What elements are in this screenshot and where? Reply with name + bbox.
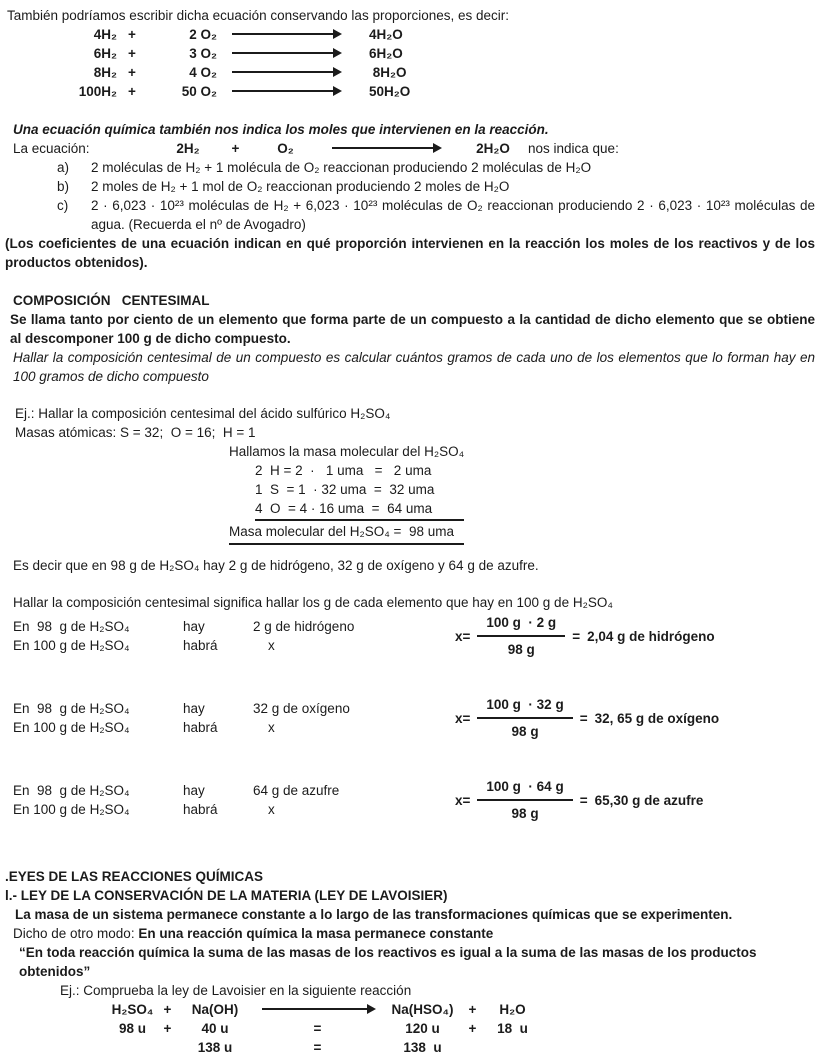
equation-product: 6H₂O [369,46,403,61]
proportion-group-azufre [13,777,815,823]
composicion-definition-bold: Se llama tanto por ciento de un elemento que forma parte de un compuesto a la cantidad de dicho elemento que se obtiene al descomponer 100 g de dicho compuesto. [10,312,815,346]
reaction-arrow-icon [232,33,340,35]
list-text: 2 · 6,023 · 10²³ moléculas de H₂ + 6,023 · 10²³ moléculas de O₂ reaccionan produciendo 2 · 6,023 · 10²³ moléculas de agua. (Recuerda el nº de Avogadro) [91,198,815,232]
list-marker: c) [57,198,69,213]
proportion-rows [13,617,455,655]
arrow-cell [217,63,355,82]
composicion-definition-italic: Hallar la composición centesimal de un compuesto es calcular cuántos gramos de cada uno de los elementos que lo forman hay en 100 gramos de dicho compuesto [13,350,815,384]
proportion-cell: habrá [183,802,218,817]
equation-reactant: Na(OH) [191,1002,239,1017]
proportion-cell: x [268,802,275,817]
intro-line: También podríamos escribir dicha ecuación conservando las proporciones, es decir: [7,8,510,23]
equation-reactant: 8H₂ [93,65,117,80]
empty-cell [110,1038,155,1057]
moles-equation-row [13,139,815,158]
proportion-cell: En 98 g de H₂SO₄ [13,701,130,716]
fraction-hidrogeno [455,613,715,659]
equation-reactant: 100H₂ [78,84,117,99]
molecular-mass-rows [255,461,464,521]
proportion-group-hidrogeno [13,613,815,659]
ley-alt-prefix: Dicho de otro modo: [13,926,139,941]
mass-value: 120 u [405,1021,440,1036]
mass-value: 98 u [118,1021,146,1036]
ley-quote: “En toda reacción química la suma de las masas de los reactivos es igual a la suma de las masas de los productos obtenidos” [19,945,757,979]
mass-value: 18 u [497,1021,528,1036]
equation-reactant: 4H₂ [93,27,117,42]
equals-sign: = [579,792,588,808]
empty-cell [460,1038,485,1057]
atomic-masses-line: Masas atómicas: S = 32; O = 16; H = 1 [15,425,256,440]
proportion-cell: x [268,638,275,653]
fraction-denominator: 98 g [511,806,539,821]
lavoisier-equation [110,1000,815,1057]
fraction-result: 32, 65 g de oxígeno [594,710,720,726]
proportion-cell: habrá [183,720,218,735]
fraction-denominator: 98 g [511,724,539,739]
equation-reactant: 3 O₂ [189,46,217,61]
equation-reactant: 2 O₂ [189,27,217,42]
composicion-heading: COMPOSICIÓN CENTESIMAL [13,293,210,308]
reaction-arrow-icon [232,71,340,73]
proportion-cell: 32 g de oxígeno [253,701,350,716]
equation-reactant: 4 O₂ [189,65,217,80]
fraction-numerator: 100 g · 64 g [477,777,572,801]
arrow-cell [217,44,355,63]
equation-reactant: 6H₂ [93,46,117,61]
list-item [57,177,815,196]
fraction-result: 65,30 g de azufre [594,792,704,808]
proportion-rows [13,699,455,737]
mass-value: 40 u [201,1021,229,1036]
proportion-cell: habrá [183,638,218,653]
proportion-row [13,699,455,718]
proportion-cell: 64 g de azufre [253,783,340,798]
lavoisier-example-line: Ej.: Comprueba la ley de Lavoisier en la siguiente reacción [60,983,412,998]
proportion-cell: En 100 g de H₂SO₄ [13,720,130,735]
arrow-cell [313,139,458,158]
proportion-cell: En 98 g de H₂SO₄ [13,619,130,634]
list-text: 2 moléculas de H₂ + 1 molécula de O₂ reaccionan produciendo 2 moléculas de H₂O [91,160,592,175]
fraction-numerator: 100 g · 2 g [477,613,565,637]
proportion-rows [13,781,455,819]
list-item [57,158,815,177]
proportion-cell: hay [183,783,205,798]
equation-product: 4H₂O [369,27,403,42]
fraction-azufre [455,777,703,823]
equation-product: 8H₂O [369,65,407,80]
proportion-equations [5,25,815,101]
method-line: Hallar la composición centesimal significa hallar los g de cada elemento que hay en 100 g de H₂SO₄ [13,595,613,610]
proportion-group-oxigeno [13,695,815,741]
molecular-mass-total: Masa molecular del H₂SO₄ = 98 uma [229,521,464,545]
equation-product: 2H₂O [476,141,510,156]
list-item [57,196,815,234]
proportion-row [13,781,455,800]
mass-row: 2 H = 2 · 1 uma = 2 uma [255,463,432,478]
molecular-mass-title: Hallamos la masa molecular del H₂SO₄ [229,444,465,459]
mass-total: 138 u [403,1040,442,1055]
equation-reactant: O₂ [277,141,294,156]
ley-alt-line [13,924,815,943]
equation-label: La ecuación: [13,141,90,156]
fraction-prefix: x= [455,792,471,808]
proportion-row [13,718,455,737]
proportion-cell: En 98 g de H₂SO₄ [13,783,130,798]
conclusion-line: Es decir que en 98 g de H₂SO₄ hay 2 g de hidrógeno, 32 g de oxígeno y 64 g de azufre. [13,558,539,573]
list-text: 2 moles de H₂ + 1 mol de O₂ reaccionan produciendo 2 moles de H₂O [91,179,510,194]
reaction-arrow-icon [262,1008,374,1010]
list-marker: b) [57,179,70,194]
plus-sign: + [163,1021,172,1036]
equals-sign: = [313,1021,322,1036]
proportion-cell: 2 g de hidrógeno [253,619,355,634]
mass-row: 1 S = 1 · 32 uma = 32 uma [255,482,435,497]
mass-total: 138 u [197,1040,233,1055]
coefficients-note: (Los coeficientes de una ecuación indican en qué proporción intervienen en la reacción los moles de los reactivos y de los productos obtenidos). [5,236,815,270]
fraction-bar [477,777,572,823]
equals-sign: = [572,628,581,644]
reaction-arrow-icon [232,90,340,92]
fraction-bar [477,695,572,741]
plus-sign: + [128,84,136,99]
plus-sign: + [231,141,240,156]
plus-sign: + [128,27,136,42]
mass-row-sum: 4 O = 4 · 16 uma = 64 uma [255,499,464,521]
moles-list [57,158,815,234]
arrow-cell [250,1000,385,1019]
molecular-mass-block [229,442,464,545]
ley-lavoisier-heading: l.- LEY DE LA CONSERVACIÓN DE LA MATERIA (LEY DE LAVOISIER) [5,888,448,903]
proportion-cell: x [268,720,275,735]
equation-reactant: 2H₂ [176,141,200,156]
fraction-oxigeno [455,695,719,741]
empty-cell [155,1038,180,1057]
proportion-cell: hay [183,701,205,716]
equation-product: 50H₂O [369,84,411,99]
proportion-cell: En 100 g de H₂SO₄ [13,638,130,653]
fraction-prefix: x= [455,710,471,726]
reaction-arrow-icon [232,52,340,54]
moles-heading: Una ecuación química también nos indica los moles que intervienen en la reacción. [13,122,549,137]
arrow-cell [217,82,355,101]
equation-reactant: H₂SO₄ [111,1002,154,1017]
ley-alt-bold: En una reacción química la masa permanece constante [138,926,494,941]
equation-suffix: nos indica que: [528,141,619,156]
plus-sign: + [128,65,136,80]
empty-cell [485,1038,540,1057]
fraction-prefix: x= [455,628,471,644]
ley-statement: La masa de un sistema permanece constante a lo largo de las transformaciones químicas que se experimenten. [15,907,733,922]
equals-sign: = [313,1040,322,1055]
example-line: Ej.: Hallar la composición centesimal del ácido sulfúrico H₂SO₄ [15,406,391,421]
equals-sign: = [579,710,588,726]
proportion-row [13,617,455,636]
equation-product: H₂O [499,1002,526,1017]
plus-sign: + [163,1002,172,1017]
fraction-result: 2,04 g de hidrógeno [587,628,715,644]
fraction-bar [477,613,565,659]
equation-reactant: 50 O₂ [181,84,217,99]
equation-product: Na(HSO₄) [391,1002,454,1017]
proportion-row [13,636,455,655]
proportion-cell: hay [183,619,205,634]
proportion-cell: En 100 g de H₂SO₄ [13,802,130,817]
list-marker: a) [57,160,70,175]
leyes-heading: .EYES DE LAS REACCIONES QUÍMICAS [5,869,264,884]
plus-sign: + [468,1021,477,1036]
fraction-numerator: 100 g · 32 g [477,695,572,719]
plus-sign: + [128,46,136,61]
plus-sign: + [468,1002,477,1017]
arrow-cell [217,25,355,44]
proportion-row [13,800,455,819]
reaction-arrow-icon [332,147,440,149]
fraction-denominator: 98 g [507,642,535,657]
